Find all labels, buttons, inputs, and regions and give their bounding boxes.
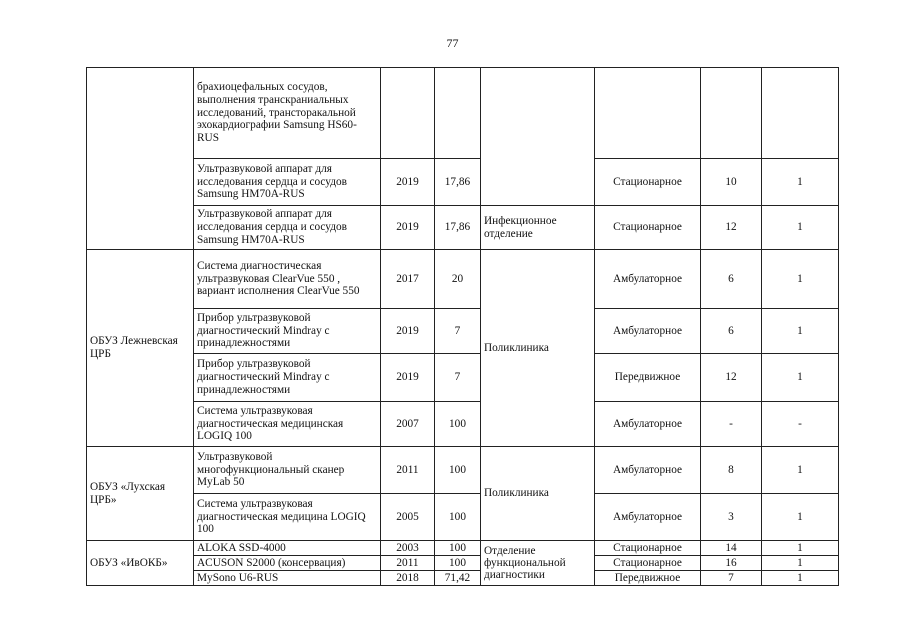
count-cell: 10 bbox=[701, 159, 762, 206]
wear-cell: 7 bbox=[435, 354, 481, 402]
count-cell: 1 bbox=[762, 309, 839, 354]
organization-cell: ОБУЗ «ИвОКБ» bbox=[87, 541, 194, 586]
wear-cell: 7 bbox=[435, 309, 481, 354]
table-row bbox=[87, 354, 839, 402]
equipment-name-cell: Система диагностическая ультразвуковая ClearVue 550 , вариант исполнения ClearVue 550 bbox=[194, 250, 381, 309]
year-cell: 2011 bbox=[381, 556, 435, 571]
mode-cell: Стационарное bbox=[595, 206, 701, 250]
table-row bbox=[87, 556, 839, 571]
wear-cell: 100 bbox=[435, 402, 481, 447]
count-cell bbox=[762, 68, 839, 159]
equipment-name-cell: Ультразвуковой аппарат для исследования сердца и сосудов Samsung HM70A-RUS bbox=[194, 206, 381, 250]
page-number: 77 bbox=[446, 36, 459, 50]
count-cell bbox=[701, 68, 762, 159]
count-cell: 12 bbox=[701, 206, 762, 250]
count-cell: 1 bbox=[762, 159, 839, 206]
table-row bbox=[87, 402, 839, 447]
count-cell: - bbox=[762, 402, 839, 447]
equipment-table bbox=[86, 67, 839, 586]
equipment-name-cell: Прибор ультразвуковой диагностический Mindray с принадлежностями bbox=[194, 354, 381, 402]
mode-cell: Амбулаторное bbox=[595, 402, 701, 447]
wear-cell: 100 bbox=[435, 447, 481, 494]
count-cell: 12 bbox=[701, 354, 762, 402]
count-cell: 6 bbox=[701, 250, 762, 309]
count-cell: 14 bbox=[701, 541, 762, 556]
count-cell: 1 bbox=[762, 556, 839, 571]
mode-cell: Стационарное bbox=[595, 556, 701, 571]
count-cell: 1 bbox=[762, 541, 839, 556]
wear-cell: 100 bbox=[435, 556, 481, 571]
table-row bbox=[87, 309, 839, 354]
equipment-name-cell: Ультразвуковой аппарат для исследования сердца и сосудов Samsung HM70A-RUS bbox=[194, 159, 381, 206]
year-cell: 2007 bbox=[381, 402, 435, 447]
wear-cell: 71,42 bbox=[435, 571, 481, 586]
equipment-name-cell: Система ультразвуковая диагностическая медицинская LOGIQ 100 bbox=[194, 402, 381, 447]
wear-cell: 100 bbox=[435, 541, 481, 556]
mode-cell bbox=[595, 68, 701, 159]
wear-cell bbox=[435, 68, 481, 159]
count-cell: 1 bbox=[762, 447, 839, 494]
equipment-name-cell: Ультразвуковой многофункциональный сканер MyLab 50 bbox=[194, 447, 381, 494]
count-cell: 8 bbox=[701, 447, 762, 494]
count-cell: 1 bbox=[762, 354, 839, 402]
count-cell: 1 bbox=[762, 494, 839, 541]
equipment-name-cell: ALOKA SSD-4000 bbox=[194, 541, 381, 556]
wear-cell: 100 bbox=[435, 494, 481, 541]
equipment-name-cell: Система ультразвуковая диагностическая медицина LOGIQ 100 bbox=[194, 494, 381, 541]
table-row bbox=[87, 206, 839, 250]
table-row bbox=[87, 571, 839, 586]
table-row bbox=[87, 159, 839, 206]
table-row bbox=[87, 494, 839, 541]
count-cell: 3 bbox=[701, 494, 762, 541]
count-cell: 1 bbox=[762, 571, 839, 586]
year-cell: 2018 bbox=[381, 571, 435, 586]
mode-cell: Амбулаторное bbox=[595, 250, 701, 309]
organization-cell: ОБУЗ «Лухская ЦРБ» bbox=[87, 447, 194, 541]
year-cell bbox=[381, 68, 435, 159]
year-cell: 2019 bbox=[381, 159, 435, 206]
department-cell: Инфекционное отделение bbox=[481, 206, 595, 250]
mode-cell: Передвижное bbox=[595, 354, 701, 402]
wear-cell: 20 bbox=[435, 250, 481, 309]
count-cell: 6 bbox=[701, 309, 762, 354]
org-cell-previous bbox=[87, 68, 194, 250]
equipment-name-cell: MySono U6-RUS bbox=[194, 571, 381, 586]
count-cell: - bbox=[701, 402, 762, 447]
table-row bbox=[87, 541, 839, 556]
department-cell: Отделение функциональной диагностики bbox=[481, 541, 595, 586]
equipment-name-cell: брахиоцефальных сосудов, выполнения транскраниальных исследований, трансторакальной эхокардиографии Samsung HS60-RUS bbox=[194, 68, 381, 159]
equipment-name-cell: Прибор ультразвуковой диагностический Mindray с принадлежностями bbox=[194, 309, 381, 354]
table-row bbox=[87, 68, 839, 159]
year-cell: 2019 bbox=[381, 354, 435, 402]
count-cell: 16 bbox=[701, 556, 762, 571]
equipment-name-cell: ACUSON S2000 (консервация) bbox=[194, 556, 381, 571]
year-cell: 2003 bbox=[381, 541, 435, 556]
count-cell: 1 bbox=[762, 206, 839, 250]
organization-cell: ОБУЗ Лежневская ЦРБ bbox=[87, 250, 194, 447]
year-cell: 2011 bbox=[381, 447, 435, 494]
wear-cell: 17,86 bbox=[435, 206, 481, 250]
year-cell: 2017 bbox=[381, 250, 435, 309]
mode-cell: Амбулаторное bbox=[595, 309, 701, 354]
mode-cell: Передвижное bbox=[595, 571, 701, 586]
mode-cell: Стационарное bbox=[595, 159, 701, 206]
year-cell: 2005 bbox=[381, 494, 435, 541]
count-cell: 1 bbox=[762, 250, 839, 309]
year-cell: 2019 bbox=[381, 309, 435, 354]
mode-cell: Амбулаторное bbox=[595, 494, 701, 541]
mode-cell: Стационарное bbox=[595, 541, 701, 556]
table-row bbox=[87, 250, 839, 309]
year-cell: 2019 bbox=[381, 206, 435, 250]
wear-cell: 17,86 bbox=[435, 159, 481, 206]
table-row bbox=[87, 447, 839, 494]
mode-cell: Амбулаторное bbox=[595, 447, 701, 494]
department-cell: Поликлиника bbox=[481, 447, 595, 541]
count-cell: 7 bbox=[701, 571, 762, 586]
department-cell: Поликлиника bbox=[481, 250, 595, 447]
department-cell-previous bbox=[481, 68, 595, 206]
